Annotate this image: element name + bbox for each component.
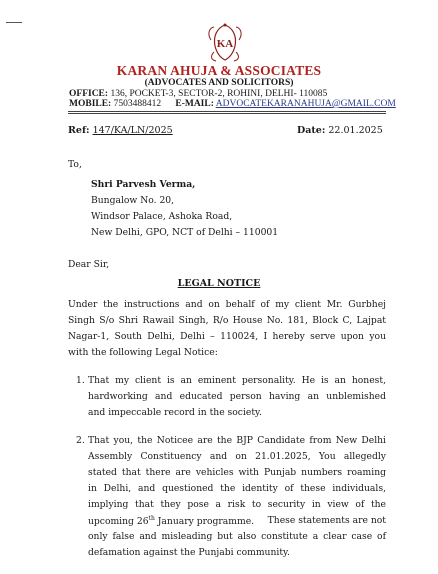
firm-subtitle: (ADVOCATES AND SOLICITORS) — [144, 78, 294, 88]
point-line: in Delhi, and questioned the identity of these individuals, — [88, 483, 386, 494]
date-label: Date: — [297, 125, 326, 136]
point-line-start: upcoming 26 — [88, 516, 149, 528]
header-rule-2 — [68, 113, 386, 114]
firm-name: KARAN AHUJA & ASSOCIATES — [116, 63, 322, 78]
point-line-mid: January programme. — [154, 516, 255, 528]
logo-monogram: KA — [216, 38, 234, 50]
corner-mark — [6, 22, 22, 23]
date-value: 22.01.2025 — [328, 125, 383, 136]
email-link[interactable]: ADVOCATEKARANAHUJA@GMAIL.COM — [215, 99, 396, 109]
notice-title: LEGAL NOTICE — [177, 278, 261, 289]
intro-line: Nagar-1, South Delhi, Delhi – 110024, I hereby serve upon you — [68, 331, 386, 342]
firm-logo-icon — [205, 22, 245, 64]
header-rule — [68, 111, 386, 112]
recipient-address-line: Windsor Palace, Ashoka Road, — [91, 211, 233, 222]
point-line: hardworking and educated person having an unblemished — [88, 391, 386, 402]
intro-line: with the following Legal Notice: — [68, 347, 218, 358]
point-number: 1. — [76, 375, 85, 386]
point-line-end: These statements are not — [267, 515, 386, 526]
intro-line: Under the instructions and on behalf of my client Mr. Gurbhej — [68, 299, 386, 310]
office-label: OFFICE: — [69, 89, 109, 99]
ref-label: Ref: — [68, 125, 90, 136]
recipient-address-line: New Delhi, GPO, NCT of Delhi – 110001 — [91, 227, 279, 238]
salutation: Dear Sir, — [68, 259, 110, 270]
date-line — [297, 125, 383, 136]
mobile-number: 7503488412 — [113, 99, 162, 109]
email-label: E-MAIL: — [175, 99, 214, 109]
point-number: 2. — [76, 435, 85, 446]
point-line: That my client is an eminent personality. He is an honest, — [88, 375, 386, 386]
point-line: defamation against the Punjabi community. — [88, 547, 290, 558]
point-line: That you, the Noticee are the BJP Candidate from New Delhi — [88, 435, 386, 446]
point-line: Assembly Constituency and on 21.01.2025, You allegedly — [88, 451, 386, 462]
point-line — [88, 515, 386, 527]
point-line: only false and misleading but also constitute a clear case of — [88, 531, 386, 542]
point-line: implying that they pose a risk to security in view of the — [88, 499, 386, 510]
reference-line — [68, 125, 173, 136]
point-line-part — [88, 515, 254, 527]
recipient-name: Shri Parvesh Verma, — [91, 179, 196, 190]
recipient-address-line: Bungalow No. 20, — [91, 195, 175, 206]
ordinal-suffix: th — [148, 515, 155, 522]
office-address: 136, POCKET-3, SECTOR-2, ROHINI, DELHI- 110085 — [110, 89, 328, 99]
point-line: and impeccable record in the society. — [88, 407, 262, 418]
intro-line: Singh S/o Shri Rawail Singh, R/o House No. 181, Block C, Lajpat — [68, 315, 386, 326]
contact-line — [69, 99, 396, 109]
to-label: To, — [68, 159, 82, 170]
point-line: stated that there are vehicles with Punjab numbers roaming — [88, 467, 386, 478]
mobile-label: MOBILE: — [69, 99, 112, 109]
office-line — [69, 89, 327, 99]
ref-number: 147/KA/LN/2025 — [92, 125, 173, 136]
